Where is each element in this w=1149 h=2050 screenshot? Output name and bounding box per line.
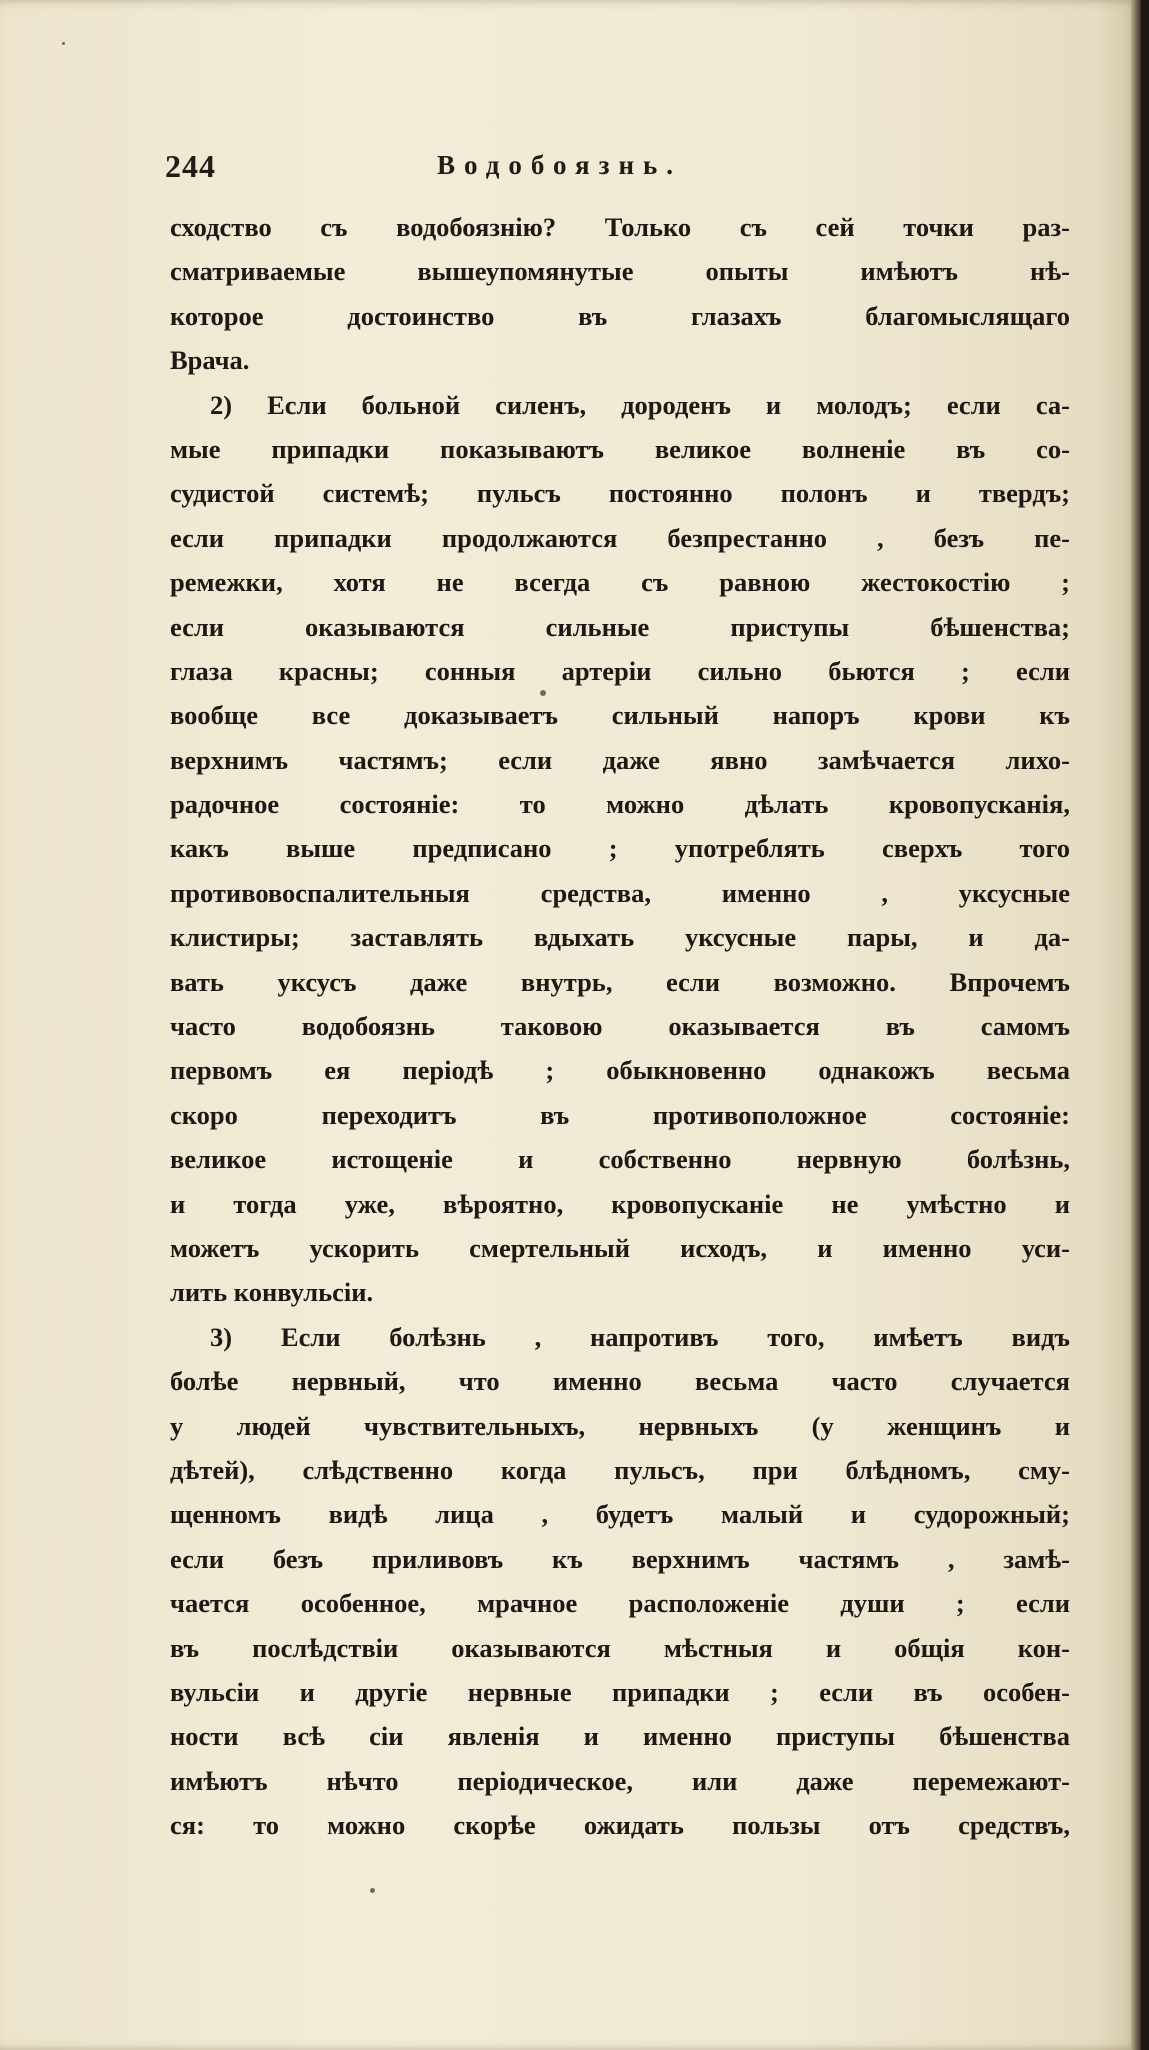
text-line: вать уксусъ даже внутрь, если возможно. Впрочемъ <box>170 966 1070 997</box>
page-number: 244 <box>165 148 216 184</box>
text-line: судистой системѣ; пульсъ постоянно полонъ и твердъ; <box>170 478 1070 509</box>
text-line: сходство съ водобоязнію? Только съ сей точки раз- <box>170 212 1070 242</box>
paragraph-2 <box>170 383 1070 1315</box>
text-line: въ послѣдствіи оказываются мѣстныя и общія кон- <box>170 1632 1070 1663</box>
text-line: радочное состояніе: то можно дѣлать кровопусканія, <box>170 789 1070 820</box>
ink-speck <box>62 42 65 45</box>
text-line: Врача. <box>170 345 250 376</box>
ink-speck <box>540 690 546 696</box>
text-line: первомъ ея періодѣ ; обыкновенно однакожъ весьма <box>170 1055 1070 1086</box>
text-line: можетъ ускорить смертельный исходъ, и именно уси- <box>170 1232 1070 1263</box>
paragraph-3 <box>170 1315 1070 1848</box>
ink-speck <box>370 1888 375 1893</box>
text-line: у людей чувствительныхъ, нервныхъ (у женщинъ и <box>170 1410 1070 1441</box>
text-line: дѣтей), слѣдственно когда пульсъ, при блѣдномъ, сму- <box>170 1454 1070 1485</box>
text-line: часто водобоязнь таковою оказывается въ самомъ <box>170 1011 1070 1042</box>
text-line: ся: то можно скорѣе ожидать пользы отъ средствъ, <box>170 1810 1070 1841</box>
text-line: 3) Если болѣзнь , напротивъ того, имѣетъ видъ <box>210 1321 1070 1352</box>
text-line: противовоспалительныя средства, именно , уксусные <box>170 877 1070 908</box>
text-line: ности всѣ сіи явленія и именно приступы бѣшенства <box>170 1721 1070 1752</box>
text-line: скоро переходитъ въ противоположное состояніе: <box>170 1099 1070 1130</box>
body-text <box>170 205 1070 1847</box>
page-edge <box>1131 0 1141 2050</box>
text-line: великое истощеніе и собственно нервную болѣзнь, <box>170 1144 1070 1175</box>
text-line: вульсіи и другіе нервные припадки ; если въ особен- <box>170 1676 1070 1707</box>
text-line: вообще все доказываетъ сильный напоръ крови къ <box>170 700 1070 731</box>
text-line: и тогда уже, вѣроятно, кровопусканіе не умѣстно и <box>170 1188 1070 1219</box>
text-line: щенномъ видѣ лица , будетъ малый и судорожный; <box>170 1499 1070 1530</box>
text-line: глаза красны; сонныя артеріи сильно бьются ; если <box>170 655 1070 686</box>
text-line: сматриваемые вышеупомянутые опыты имѣютъ нѣ- <box>170 256 1070 287</box>
text-line: чается особенное, мрачное расположеніе души ; если <box>170 1588 1070 1619</box>
text-line: если припадки продолжаются безпрестанно , безъ пе- <box>170 522 1070 553</box>
text-line: болѣе нервный, что именно весьма часто случается <box>170 1366 1070 1397</box>
text-line: мые припадки показываютъ великое волненіе въ со- <box>170 433 1070 464</box>
text-line: клистиры; заставлять вдыхать уксусные пары, и да- <box>170 922 1070 953</box>
paragraph-1 <box>170 205 1070 383</box>
text-line: которое достоинство въ глазахъ благомыслящаго <box>170 300 1070 331</box>
page-header-title: Водобоязнь. <box>437 150 683 180</box>
text-line: 2) Если больной силенъ, дороденъ и молодъ; если са- <box>210 389 1070 420</box>
text-line: какъ выше предписано ; употреблять сверхъ того <box>170 833 1070 864</box>
text-line: лить конвульсіи. <box>170 1277 374 1308</box>
running-head <box>165 148 805 188</box>
text-line: имѣютъ нѣчто періодическое, или даже перемежают- <box>170 1765 1070 1796</box>
text-line: ремежки, хотя не всегда съ равною жестокостію ; <box>170 567 1070 598</box>
text-line: верхнимъ частямъ; если даже явно замѣчается лихо- <box>170 744 1070 775</box>
text-line: если безъ приливовъ къ верхнимъ частямъ , замѣ- <box>170 1543 1070 1574</box>
text-line: если оказываются сильные приступы бѣшенства; <box>170 611 1070 642</box>
